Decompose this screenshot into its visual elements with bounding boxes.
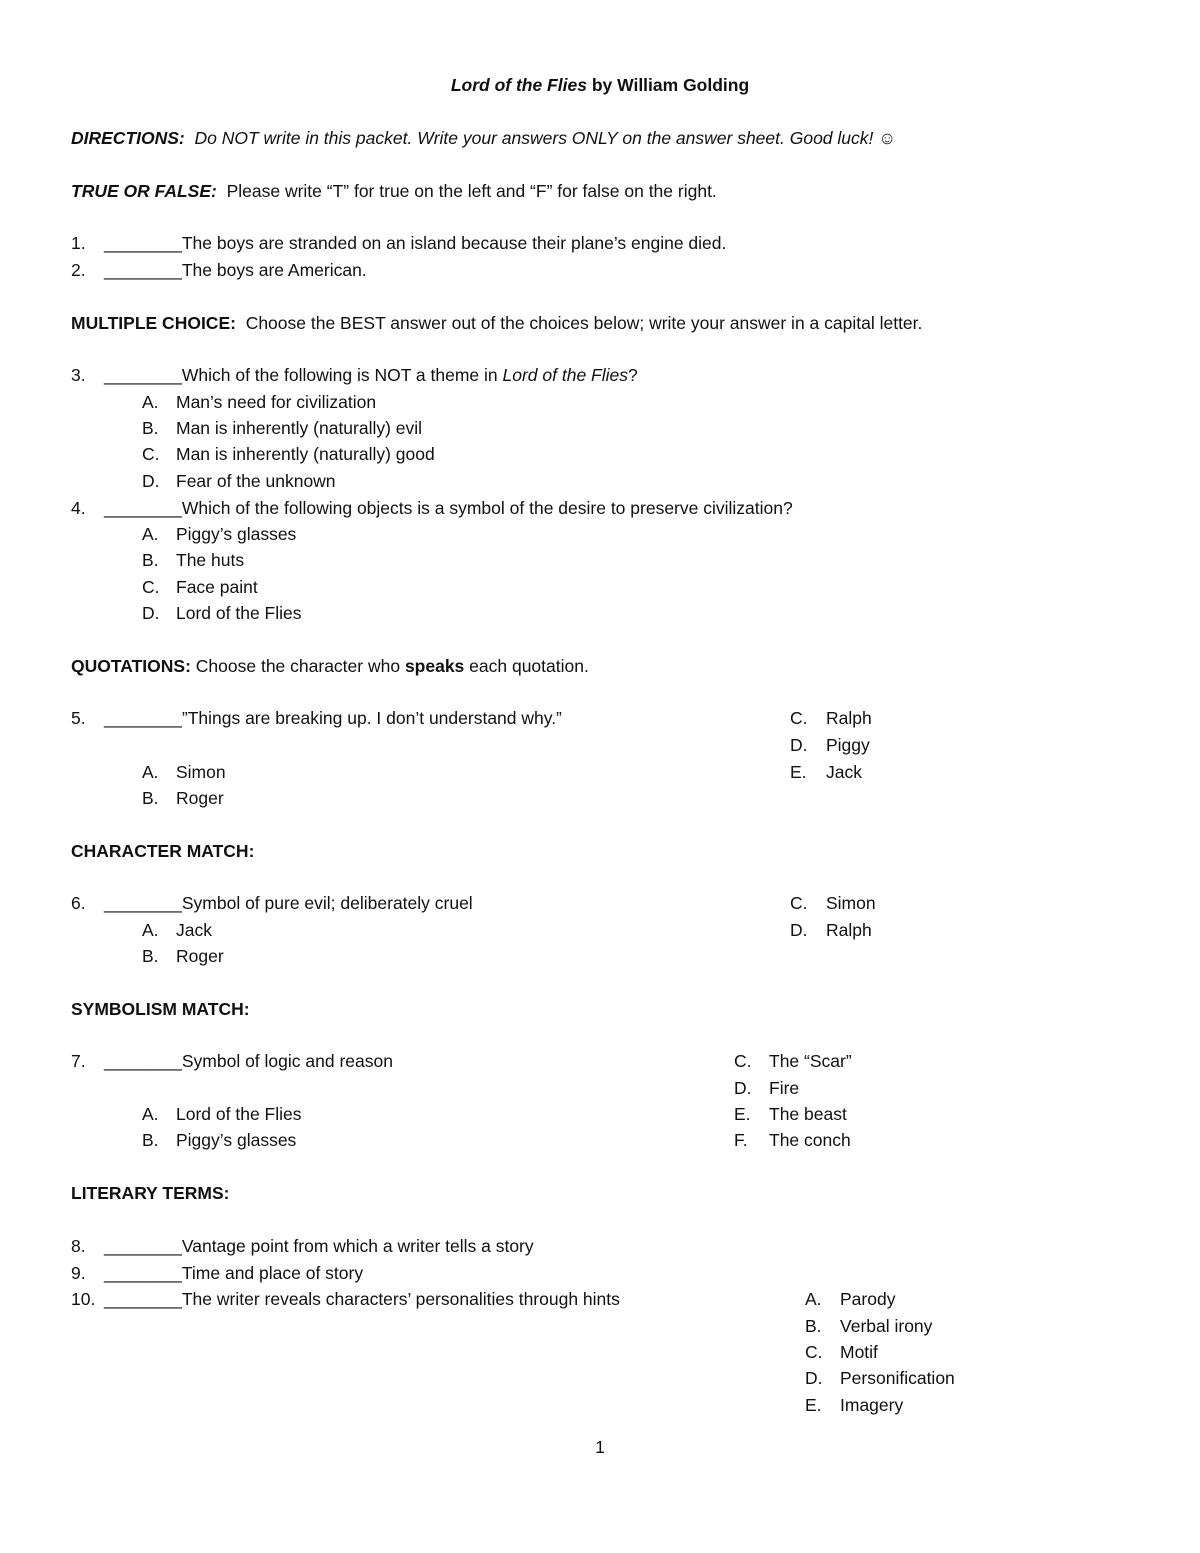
- question-number: 5.: [71, 708, 86, 728]
- option-letter: B.: [142, 788, 159, 808]
- option-text: Roger: [176, 788, 224, 808]
- question-number: 4.: [71, 498, 86, 518]
- option-letter: C.: [734, 1051, 752, 1071]
- symbolism-match-header: SYMBOLISM MATCH:: [71, 999, 250, 1019]
- option-text: Piggy: [826, 735, 870, 755]
- question-number: 2.: [71, 260, 86, 280]
- question-number: 3.: [71, 365, 86, 385]
- option-text: Piggy’s glasses: [176, 524, 297, 544]
- option-letter: A.: [142, 524, 159, 544]
- option-text: Man’s need for civilization: [176, 392, 377, 412]
- option-letter: C.: [142, 444, 160, 464]
- option-text: Motif: [840, 1342, 878, 1362]
- option-letter: B.: [142, 1130, 159, 1150]
- option-text: Verbal irony: [840, 1316, 933, 1336]
- option-text: The beast: [769, 1104, 847, 1124]
- option-text: Roger: [176, 946, 224, 966]
- page-title: Lord of the Flies by William Golding: [450, 75, 750, 95]
- option-letter: E.: [734, 1104, 751, 1124]
- option-text: Parody: [840, 1289, 896, 1309]
- question-text: ________Symbol of pure evil; deliberately cruel: [104, 893, 473, 913]
- question-text: ________The writer reveals characters’ personalities through hints: [104, 1289, 620, 1309]
- question-text: ________Symbol of logic and reason: [104, 1051, 393, 1071]
- option-letter: E.: [790, 762, 807, 782]
- option-text: Lord of the Flies: [176, 603, 302, 623]
- question-number: 1.: [71, 233, 86, 253]
- question-text: ________The boys are stranded on an island because their plane’s engine died.: [104, 233, 727, 253]
- option-text: Fear of the unknown: [176, 471, 336, 491]
- literary-terms-header: LITERARY TERMS:: [71, 1183, 230, 1203]
- option-text: Lord of the Flies: [176, 1104, 302, 1124]
- question-text: ________”Things are breaking up. I don’t understand why.”: [104, 708, 562, 728]
- option-letter: D.: [142, 603, 160, 623]
- option-letter: D.: [805, 1368, 823, 1388]
- option-text: Ralph: [826, 920, 872, 940]
- option-text: The conch: [769, 1130, 851, 1150]
- option-text: Piggy’s glasses: [176, 1130, 297, 1150]
- option-letter: B.: [142, 946, 159, 966]
- option-text: Personification: [840, 1368, 955, 1388]
- question-number: 9.: [71, 1263, 86, 1283]
- page-number: 1: [595, 1437, 605, 1457]
- option-text: Man is inherently (naturally) evil: [176, 418, 423, 438]
- option-letter: B.: [142, 418, 159, 438]
- option-letter: A.: [142, 920, 159, 940]
- option-text: Jack: [176, 920, 212, 940]
- option-letter: B.: [805, 1316, 822, 1336]
- option-letter: C.: [805, 1342, 823, 1362]
- option-letter: B.: [142, 550, 159, 570]
- question-number: 10.: [71, 1289, 96, 1309]
- option-text: The “Scar”: [769, 1051, 852, 1071]
- question-text: ________Time and place of story: [104, 1263, 364, 1283]
- quotations-header: QUOTATIONS: Choose the character who speaks each quotation.: [71, 656, 589, 676]
- option-letter: C.: [790, 708, 808, 728]
- option-text: Man is inherently (naturally) good: [176, 444, 435, 464]
- option-letter: D.: [734, 1078, 752, 1098]
- question-number: 6.: [71, 893, 86, 913]
- question-text: ________Which of the following objects is a symbol of the desire to preserve civilization?: [104, 498, 793, 518]
- option-text: Ralph: [826, 708, 872, 728]
- multiple-choice-header: MULTIPLE CHOICE: Choose the BEST answer out of the choices below; write your answer in a capital letter.: [71, 313, 923, 333]
- option-letter: A.: [142, 1104, 159, 1124]
- option-letter: D.: [790, 920, 808, 940]
- true-false-header: TRUE OR FALSE: Please write “T” for true on the left and “F” for false on the right.: [71, 181, 717, 201]
- option-letter: D.: [142, 471, 160, 491]
- question-number: 7.: [71, 1051, 86, 1071]
- option-text: The huts: [176, 550, 245, 570]
- option-letter: F.: [734, 1130, 748, 1150]
- question-text: ________Which of the following is NOT a theme in Lord of the Flies?: [104, 365, 638, 385]
- option-text: Jack: [826, 762, 862, 782]
- option-letter: A.: [142, 762, 159, 782]
- directions: DIRECTIONS: Do NOT write in this packet. Write your answers ONLY on the answer sheet. Good luck! ☺: [71, 128, 897, 148]
- option-letter: C.: [790, 893, 808, 913]
- question-text: ________Vantage point from which a writer tells a story: [104, 1236, 534, 1256]
- option-text: Fire: [769, 1078, 800, 1098]
- option-text: Imagery: [840, 1395, 904, 1415]
- option-letter: A.: [805, 1289, 822, 1309]
- question-number: 8.: [71, 1236, 86, 1256]
- option-letter: E.: [805, 1395, 822, 1415]
- question-text: ________The boys are American.: [104, 260, 367, 280]
- option-text: Simon: [826, 893, 876, 913]
- option-letter: D.: [790, 735, 808, 755]
- option-text: Simon: [176, 762, 226, 782]
- character-match-header: CHARACTER MATCH:: [71, 841, 255, 861]
- option-letter: C.: [142, 577, 160, 597]
- option-text: Face paint: [176, 577, 258, 597]
- option-letter: A.: [142, 392, 159, 412]
